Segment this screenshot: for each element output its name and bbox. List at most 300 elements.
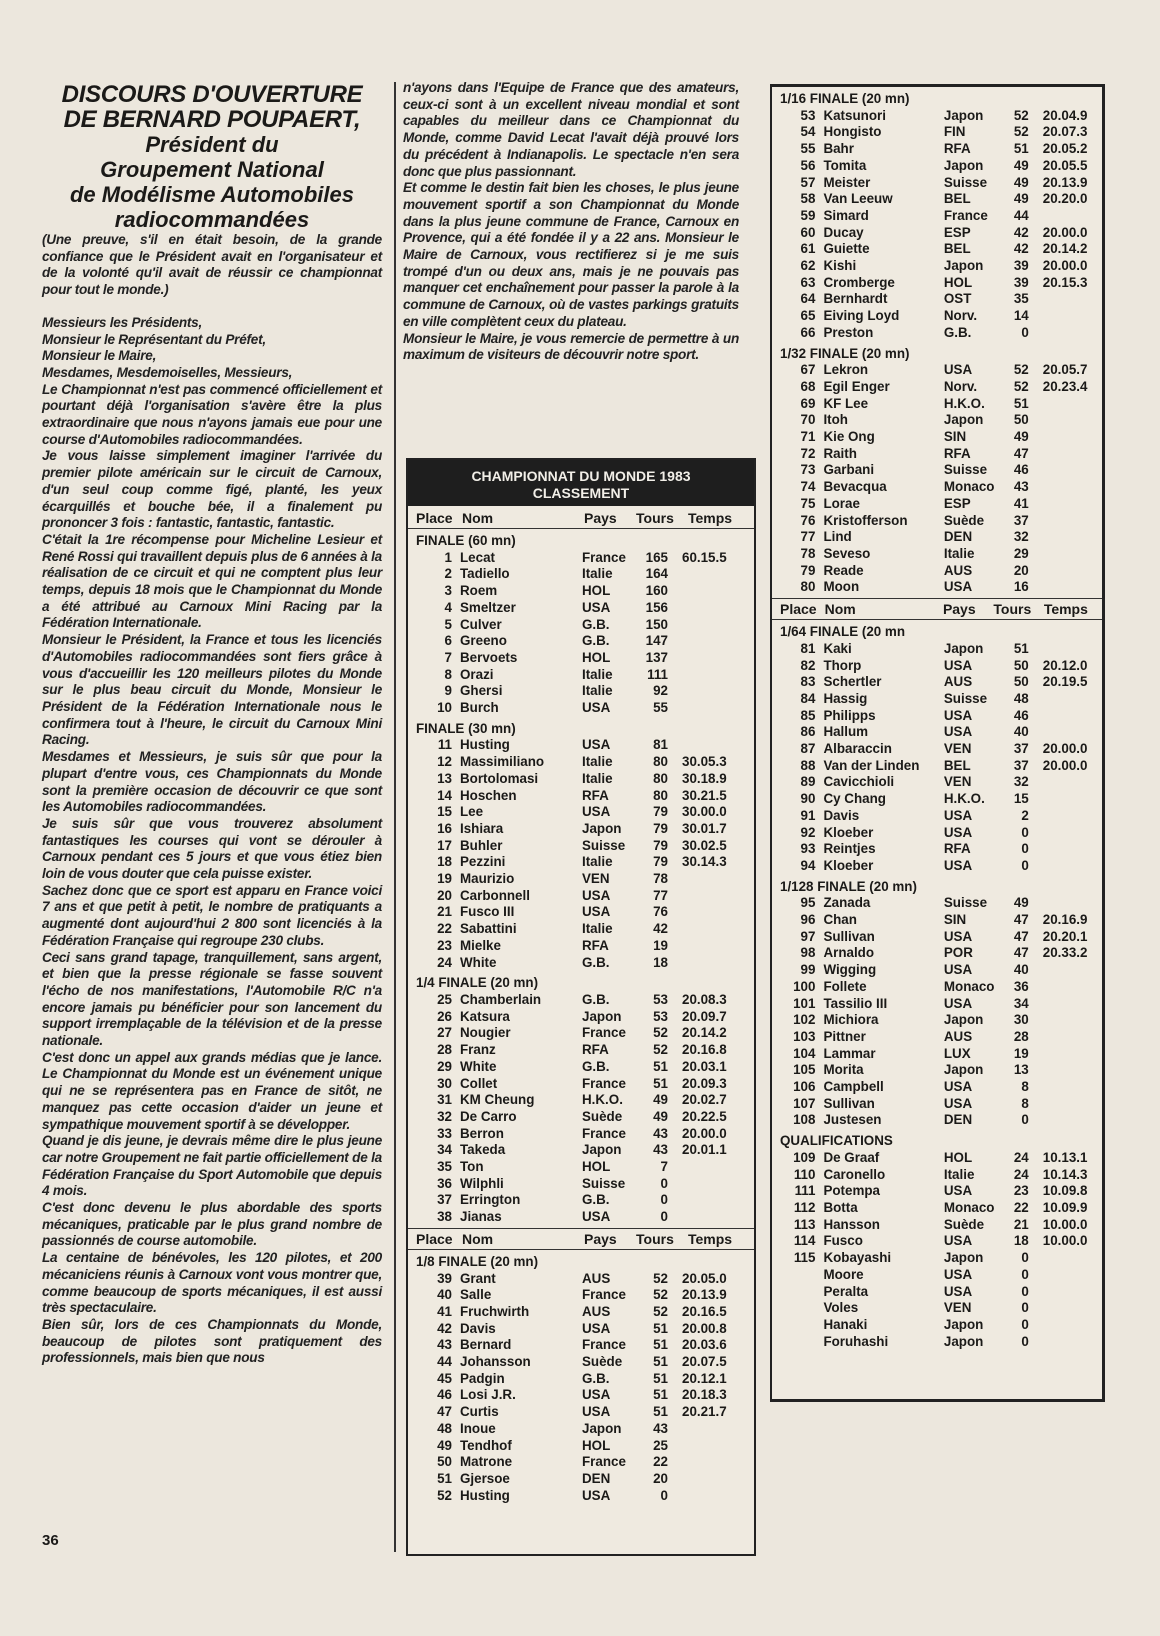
cell-country: Italie xyxy=(582,754,613,770)
cell-country: Italie xyxy=(582,666,613,682)
cell-country: Monaco xyxy=(943,1200,995,1215)
cell-country: H.K.O. xyxy=(943,395,985,411)
table-row xyxy=(408,583,754,600)
cell-place: 68 xyxy=(800,378,816,394)
cell-place: 21 xyxy=(437,904,452,920)
cell-laps: 50 xyxy=(1013,412,1029,428)
table-row xyxy=(772,479,1102,496)
article-subtitle xyxy=(42,132,382,232)
table-row xyxy=(408,1488,754,1505)
cell-country: USA xyxy=(943,724,973,740)
cell-place: 3 xyxy=(444,583,452,599)
cell-place: 13 xyxy=(437,770,452,786)
cell-country: USA xyxy=(943,362,973,378)
cell-time xyxy=(682,683,742,700)
cell-time xyxy=(682,667,742,684)
cell-name: Itoh xyxy=(823,412,848,428)
cell-laps: 0 xyxy=(1021,857,1029,873)
cell-place: 65 xyxy=(800,308,816,324)
table-row xyxy=(408,754,754,771)
cell-name: De Carro xyxy=(460,1108,517,1124)
cell-laps: 42 xyxy=(653,921,668,937)
cell-place: 71 xyxy=(800,429,816,445)
cell-laps: 49 xyxy=(1013,191,1029,207)
cell-time: 30.21.5 xyxy=(682,787,727,803)
table-row xyxy=(408,938,754,955)
cell-country: H.K.O. xyxy=(582,1092,623,1108)
paragraph: Je vous laisse simplement imaginer l'arrivée du premier pilote américain sur le circuit de Carnoux, d'un seul coup comme figé, planté, les yeux écarquillés et bouche bée, il a finalement pu prononcer 3 fois : fantastic, fantastic, fantastic. xyxy=(42,448,382,531)
cell-name: Chamberlain xyxy=(460,991,542,1007)
cell-country: HOL xyxy=(943,1149,973,1165)
cell-time: 20.23.4 xyxy=(1042,378,1088,394)
cell-time xyxy=(1043,579,1102,596)
table-row xyxy=(772,741,1102,758)
cell-place: 61 xyxy=(800,241,816,257)
cell-laps: 49 xyxy=(1013,174,1029,190)
cell-name: Curtis xyxy=(460,1404,499,1420)
cell-place: 57 xyxy=(800,174,816,190)
cell-time: 20.00.0 xyxy=(1042,741,1088,757)
cell-laps: 51 xyxy=(653,1370,668,1386)
table-row xyxy=(408,1337,754,1354)
cell-country: VEN xyxy=(943,1300,972,1316)
cell-laps: 8 xyxy=(1021,1095,1029,1111)
table-row xyxy=(772,929,1102,946)
cell-time: 30.01.7 xyxy=(682,820,727,836)
cell-laps: 0 xyxy=(1021,1266,1029,1282)
cell-place xyxy=(772,1267,823,1284)
cell-place: 14 xyxy=(437,787,452,803)
cell-name: Justesen xyxy=(823,1112,882,1128)
cell-name: Hansson xyxy=(823,1216,880,1232)
cell-country: SIN xyxy=(943,912,967,928)
cell-country: Italie xyxy=(582,854,613,870)
cell-time: 20.05.7 xyxy=(1042,362,1088,378)
table-row xyxy=(408,771,754,788)
cell-place: 86 xyxy=(800,724,816,740)
table-row xyxy=(408,921,754,938)
cell-place: 90 xyxy=(800,791,816,807)
cell-laps: 49 xyxy=(653,1092,668,1108)
cell-laps: 52 xyxy=(1013,378,1029,394)
cell-time: 10.09.9 xyxy=(1042,1200,1088,1215)
cell-place: 96 xyxy=(800,912,816,928)
cell-place: 34 xyxy=(437,1142,452,1158)
column-header-place: Place xyxy=(780,601,817,618)
salutation: Monsieur le Représentant du Préfet, xyxy=(42,331,266,347)
article-left-column xyxy=(42,82,382,1367)
group-title: 1/8 FINALE (20 mn) xyxy=(416,1253,539,1269)
table-row xyxy=(772,1029,1102,1046)
cell-time xyxy=(682,955,742,972)
cell-country: Italie xyxy=(582,683,613,699)
table-row xyxy=(408,650,754,667)
cell-place: 44 xyxy=(437,1354,452,1370)
table-row xyxy=(408,1176,754,1193)
cell-name: Errington xyxy=(460,1192,521,1208)
cell-place: 24 xyxy=(437,954,452,970)
cell-country: DEN xyxy=(943,1112,973,1128)
table-row xyxy=(408,737,754,754)
cell-country: RFA xyxy=(582,937,609,953)
cell-time xyxy=(682,871,742,888)
cell-time xyxy=(682,650,742,667)
cell-name: Jianas xyxy=(460,1209,502,1225)
cell-country: Monaco xyxy=(943,479,995,495)
table-row xyxy=(772,141,1102,158)
cell-country: G.B. xyxy=(582,954,610,970)
cell-place: 38 xyxy=(437,1209,452,1225)
group-title: FINALE (30 mn) xyxy=(416,720,516,736)
cell-laps: 20 xyxy=(653,1470,668,1486)
cell-place: 17 xyxy=(437,837,452,853)
result-group xyxy=(408,1254,754,1505)
cell-time: 20.20.0 xyxy=(1042,191,1088,207)
cell-place: 114 xyxy=(793,1233,816,1249)
table-row xyxy=(408,1271,754,1288)
table-row xyxy=(772,325,1102,342)
cell-laps: 40 xyxy=(1013,962,1029,978)
cell-place: 54 xyxy=(800,124,816,140)
cell-time: 30.02.5 xyxy=(682,837,727,853)
cell-country: VEN xyxy=(943,741,972,757)
cell-name: Bortolomasi xyxy=(460,770,539,786)
table-row xyxy=(408,1076,754,1093)
cell-laps: 0 xyxy=(1021,1333,1029,1349)
table-row xyxy=(772,1317,1102,1334)
cell-name: Lekron xyxy=(823,362,869,378)
table-row xyxy=(772,1200,1102,1217)
result-group xyxy=(408,975,754,1226)
cell-name: Reintjes xyxy=(823,841,876,857)
paragraph: Et comme le destin fait bien les choses, le plus jeune mouvement sportif a son Championnat du Monde dans la plus jeune commune de France, Carnoux en Provence, qui a été fondée il y a 22 ans. Monsieur le Maire de Carnoux, vous rectifierez si je me suis trompé d'un ou deux ans, mais je ne pouvais pas manquer cet enchaînement pour passer la parole à la commune de Carnoux, où de vastes parkings gratuits en ville complètent ceux du plateau. xyxy=(403,180,739,329)
cell-country: G.B. xyxy=(582,1192,610,1208)
table-row xyxy=(772,825,1102,842)
paragraph: C'était la 1re récompense pour Micheline Lesieur et René Rossi qui travaillent depuis plus de 6 années à la réalisation de ce circuit et qui ne comptent plus leur temps, depuis 18 mois que le Championnat du Monde a été attribué au Carnoux Mini Racing par la Fédération Internationale. xyxy=(42,531,382,631)
cell-country: BEL xyxy=(943,191,971,207)
cell-laps: 51 xyxy=(653,1387,668,1403)
cell-time xyxy=(682,737,742,754)
cell-country: Japon xyxy=(943,640,984,656)
cell-place: 32 xyxy=(437,1108,452,1124)
cell-time xyxy=(1043,462,1102,479)
column-header-row xyxy=(772,598,1102,620)
paragraph: n'ayons dans l'Equipe de France que des amateurs, ceux-ci sont à un excellent niveau mondial et sont capables du meilleur dans ce Championnat du Monde, comme David Lecat l'avait déjà prouvé lors du précédent à Indianapolis. Le spectacle n'en sera donc que plus passionnant. xyxy=(403,80,739,179)
cell-time: 20.09.3 xyxy=(682,1075,727,1091)
table-row xyxy=(408,871,754,888)
results-table-2 xyxy=(770,84,1105,1402)
cell-country: USA xyxy=(943,1283,973,1299)
cell-laps: 34 xyxy=(1013,995,1029,1011)
cell-place: 23 xyxy=(437,937,452,953)
column-header-place: Place xyxy=(416,1230,453,1247)
subtitle-line: Président du xyxy=(145,132,279,157)
table-row xyxy=(772,529,1102,546)
cell-place: 72 xyxy=(800,445,816,461)
cell-name: Peralta xyxy=(823,1283,869,1299)
cell-name: Fusco III xyxy=(460,904,515,920)
cell-name: Grant xyxy=(460,1270,496,1286)
cell-name: Hanaki xyxy=(823,1316,868,1332)
cell-time: 20.21.7 xyxy=(682,1404,727,1420)
cell-country: Japon xyxy=(943,1316,984,1332)
cell-name: Moore xyxy=(823,1266,864,1282)
paragraph: Ceci sans grand tapage, tranquillement, sans argent, et bien que la presse régionale se fasse souvent l'écho de nos manifestations, l'Automobile R/C n'a encore jamais pu bénéficier pour son lancement du support irremplaçable de la télévision et de la presse nationale. xyxy=(42,949,382,1049)
cell-laps: 0 xyxy=(1021,1283,1029,1299)
cell-country: USA xyxy=(943,928,973,944)
cell-laps: 48 xyxy=(1013,690,1029,706)
table-row xyxy=(772,1096,1102,1113)
cell-place: 78 xyxy=(800,545,816,561)
table-row xyxy=(408,1287,754,1304)
cell-place: 48 xyxy=(437,1420,452,1436)
table-row xyxy=(772,1334,1102,1351)
cell-time: 20.00.0 xyxy=(1042,258,1088,274)
cell-name: Bernard xyxy=(460,1337,512,1353)
cell-time: 20.09.7 xyxy=(682,1008,727,1024)
table-row xyxy=(772,1183,1102,1200)
cell-time: 20.00.0 xyxy=(682,1125,727,1141)
table-row xyxy=(772,691,1102,708)
cell-name: Preston xyxy=(823,324,874,340)
column-header-row xyxy=(408,1228,754,1250)
table-row xyxy=(772,1112,1102,1129)
cell-country: Monaco xyxy=(943,978,995,994)
table-row xyxy=(408,1304,754,1321)
cell-country: Japon xyxy=(943,258,984,274)
table-row xyxy=(408,683,754,700)
cell-time xyxy=(1043,791,1102,808)
table-row xyxy=(772,858,1102,875)
cell-country: Norv. xyxy=(943,378,978,394)
cell-name: Gjersoe xyxy=(460,1470,510,1486)
cell-laps: 20 xyxy=(1013,562,1029,578)
cell-time: 20.22.5 xyxy=(682,1108,727,1124)
cell-place: 43 xyxy=(437,1337,452,1353)
cell-country: France xyxy=(582,1337,626,1353)
cell-laps: 0 xyxy=(1021,841,1029,857)
cell-laps: 15 xyxy=(1013,791,1029,807)
cell-place: 12 xyxy=(437,754,452,770)
cell-name: Katsunori xyxy=(823,107,886,123)
cell-name: Davis xyxy=(460,1320,496,1336)
cell-country: SIN xyxy=(943,429,967,445)
cell-name: Takeda xyxy=(460,1142,506,1158)
table-row xyxy=(408,904,754,921)
salutation: Messieurs les Présidents, xyxy=(42,314,202,330)
cell-place: 51 xyxy=(437,1470,452,1486)
cell-time xyxy=(682,583,742,600)
result-group xyxy=(772,879,1102,1130)
cell-place: 33 xyxy=(437,1125,452,1141)
cell-place: 106 xyxy=(793,1079,816,1095)
cell-place: 2 xyxy=(444,566,452,582)
cell-country: VEN xyxy=(943,774,972,790)
cell-country: France xyxy=(582,1454,626,1470)
cell-country: USA xyxy=(582,1320,611,1336)
cell-country: AUS xyxy=(582,1270,611,1286)
cell-country: RFA xyxy=(582,1042,609,1058)
cell-country: DEN xyxy=(582,1470,611,1486)
table-row xyxy=(772,362,1102,379)
cell-laps: 137 xyxy=(645,649,668,665)
cell-country: Italie xyxy=(943,545,975,561)
cell-place: 25 xyxy=(437,991,452,1007)
cell-place: 85 xyxy=(800,707,816,723)
cell-place: 15 xyxy=(437,804,452,820)
cell-country: Italie xyxy=(582,921,613,937)
cell-place: 105 xyxy=(793,1062,816,1078)
cell-time xyxy=(682,700,742,717)
column-divider xyxy=(394,82,396,1552)
cell-name: Follete xyxy=(823,978,867,994)
cell-place: 89 xyxy=(800,774,816,790)
cell-laps: 51 xyxy=(653,1404,668,1420)
table-row xyxy=(408,1454,754,1471)
table-row xyxy=(772,1150,1102,1167)
article-middle-column xyxy=(403,80,739,364)
cell-time: 20.20.1 xyxy=(1042,928,1088,944)
cell-time: 20.16.9 xyxy=(1042,912,1088,928)
cell-time xyxy=(682,1438,742,1455)
cell-laps: 18 xyxy=(1013,1233,1029,1249)
cell-time: 20.01.1 xyxy=(682,1142,727,1158)
cell-country: USA xyxy=(582,1487,611,1503)
table-row xyxy=(772,895,1102,912)
cell-country: USA xyxy=(943,1266,973,1282)
cell-laps: 79 xyxy=(653,804,668,820)
cell-laps: 55 xyxy=(653,700,668,716)
cell-country: USA xyxy=(943,1233,973,1249)
cell-name: Hongisto xyxy=(823,124,882,140)
cell-country: RFA xyxy=(582,787,609,803)
cell-time: 20.16.8 xyxy=(682,1042,727,1058)
cell-name: KF Lee xyxy=(823,395,869,411)
cell-time: 20.07.5 xyxy=(682,1354,727,1370)
cell-place: 28 xyxy=(437,1042,452,1058)
cell-place: 75 xyxy=(800,495,816,511)
table-row xyxy=(772,308,1102,325)
cell-name: Egil Enger xyxy=(823,378,890,394)
cell-time: 20.13.9 xyxy=(682,1287,727,1303)
column-header-name: Nom xyxy=(824,601,856,618)
cell-place: 76 xyxy=(800,512,816,528)
table-row xyxy=(408,955,754,972)
cell-laps: 47 xyxy=(1013,912,1029,928)
cell-laps: 51 xyxy=(653,1075,668,1091)
table-row xyxy=(772,758,1102,775)
cell-name: Voles xyxy=(823,1300,859,1316)
cell-laps: 47 xyxy=(1013,928,1029,944)
cell-laps: 22 xyxy=(1013,1200,1029,1215)
table-row xyxy=(772,108,1102,125)
table-row xyxy=(772,912,1102,929)
cell-name: Berron xyxy=(460,1125,504,1141)
cell-laps: 43 xyxy=(653,1125,668,1141)
cell-time: 20.13.9 xyxy=(1042,174,1088,190)
cell-time: 20.33.2 xyxy=(1042,945,1088,961)
cell-time: 60.15.5 xyxy=(682,549,727,565)
table-row xyxy=(772,429,1102,446)
cell-time xyxy=(1043,412,1102,429)
cell-laps: 0 xyxy=(660,1209,668,1225)
cell-place: 83 xyxy=(800,674,816,690)
cell-place: 82 xyxy=(800,657,816,673)
cell-laps: 46 xyxy=(1013,707,1029,723)
cell-laps: 51 xyxy=(653,1058,668,1074)
cell-laps: 32 xyxy=(1013,529,1029,545)
cell-time xyxy=(682,1421,742,1438)
cell-laps: 35 xyxy=(1013,291,1029,307)
cell-time xyxy=(1043,1062,1102,1079)
cell-place xyxy=(772,1284,823,1301)
table-row xyxy=(772,808,1102,825)
cell-name: Lind xyxy=(823,529,852,545)
cell-place: 110 xyxy=(793,1166,816,1182)
cell-name: Kie Ong xyxy=(823,429,875,445)
cell-name: Carbonnell xyxy=(460,887,530,903)
cell-laps: 147 xyxy=(645,633,668,649)
cell-time xyxy=(1043,841,1102,858)
table-row xyxy=(408,1421,754,1438)
cell-laps: 78 xyxy=(653,871,668,887)
cell-name: Tomita xyxy=(823,157,867,173)
results-table-body xyxy=(408,508,754,1504)
cell-name: Cavicchioli xyxy=(823,774,895,790)
cell-name: Johansson xyxy=(460,1354,531,1370)
cell-country: POR xyxy=(943,945,973,961)
cell-country: USA xyxy=(943,807,973,823)
cell-place: 22 xyxy=(437,921,452,937)
cell-place: 109 xyxy=(793,1149,816,1165)
cell-time xyxy=(1043,724,1102,741)
cell-country: Suisse xyxy=(582,837,626,853)
cell-country: ESP xyxy=(943,224,971,240)
cell-laps: 52 xyxy=(653,1025,668,1041)
cell-country: USA xyxy=(943,579,973,595)
cell-name: Bahr xyxy=(823,141,854,157)
cell-laps: 37 xyxy=(1013,512,1029,528)
cell-place: 64 xyxy=(800,291,816,307)
cell-time: 30.05.3 xyxy=(682,754,727,770)
cell-country: Japon xyxy=(582,1008,622,1024)
cell-time xyxy=(1043,962,1102,979)
table-row xyxy=(772,774,1102,791)
cell-place: 84 xyxy=(800,690,816,706)
cell-time: 10.09.8 xyxy=(1042,1183,1088,1199)
cell-laps: 29 xyxy=(1013,545,1029,561)
cell-country: RFA xyxy=(943,841,971,857)
cell-name: Lorae xyxy=(823,495,860,511)
cell-laps: 150 xyxy=(645,616,668,632)
cell-place: 58 xyxy=(800,191,816,207)
cell-laps: 28 xyxy=(1013,1028,1029,1044)
cell-time xyxy=(1043,1079,1102,1096)
cell-place: 16 xyxy=(437,820,452,836)
cell-name: Greeno xyxy=(460,633,507,649)
table-row xyxy=(772,412,1102,429)
paragraph: C'est donc un appel aux grands médias que je lance. Le Championnat du Monde est un événement unique qui ne se représentera pas en France de sitôt, ne manquez pas cette occasion d'aider un jeune et sympathique mouvement sportif à se développer. xyxy=(42,1049,382,1132)
cell-name: Husting xyxy=(460,737,510,753)
cell-place: 112 xyxy=(793,1200,816,1215)
cell-country: USA xyxy=(943,962,973,978)
cell-time: 20.19.5 xyxy=(1042,674,1088,690)
salutation: Monsieur le Maire, xyxy=(42,348,157,364)
cell-country: DEN xyxy=(943,529,973,545)
table-row xyxy=(408,600,754,617)
cell-country: BEL xyxy=(943,241,971,257)
cell-laps: 52 xyxy=(1013,362,1029,378)
